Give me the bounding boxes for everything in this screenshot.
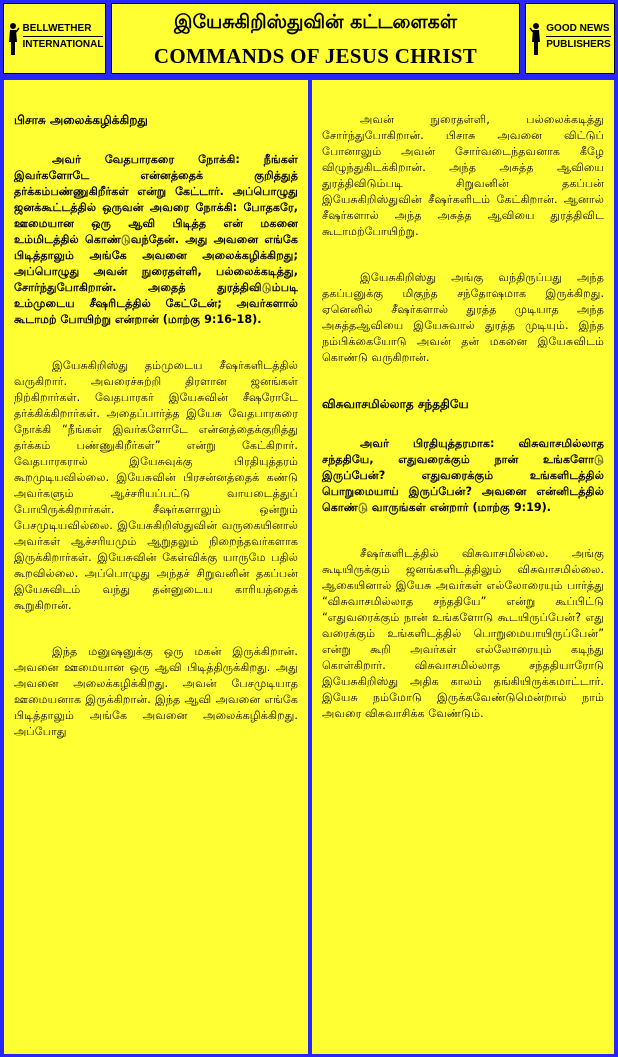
left-column [4, 80, 308, 1054]
logo-line-1: GOOD NEWS [546, 22, 610, 34]
scripture-quote: அவர் வேதபாரகரை நோக்கி: நீங்கள் இவர்களோடே என்னத்தைக் குறித்துத் தர்க்கம்பண்ணுகிறீர்கள் என்று கேட்டார். அப்பொழுது ஜனக்கூட்டத்தில் ஒருவன் அவரை நோக்கி: போதகரே, ஊமையான ஒரு ஆவி பிடித்த என் மகனை உம்மிடத்தில் கொண்டுவந்தேன். அது அவனை எங்கே பிடித்தாலும் அங்கே அவனை அலைக்கழிக்கிறது; அப்பொழுது அவன் நுரைதள்ளி, பல்லைக்கடித்து, சோர்ந்துபோகிறான். அதைத் துரத்திவிடும்படி உம்முடைய சீஷரிடத்தில் கேட்டேன்; அவர்களால் கூடாமற் போயிற்று என்றான் (மாற்கு 9:16-18). [14, 153, 298, 326]
good-news-logo [525, 3, 615, 74]
section-heading: பிசாசு அலைக்கழிக்கிறது [14, 113, 148, 127]
paragraph: இயேசுகிறிஸ்து தம்முடைய சீஷர்களிடத்தில் வருகிறார். அவரைச்சுற்றி திரளான ஜனங்கள் நிற்கிறார்கள். வேதபாரகர் இயேசுவின் சீஷரோடே தர்க்கிக்கிறார்கள். அதைப்பார்த்த இயேசு வேதபாரகரை நோக்கி “நீங்கள் இவர்களோடே என்னத்தைக்குறித்து தர்க்கம் பண்ணுகிறீர்கள்” என்று கேட்கிறார். வேதபாரகரால் இயேசுவுக்கு பிரதியுத்தரம் கூறமுடியவில்லை. இயேசுவின் பிரசன்னத்தைக் கண்டு அவர்களும் ஆச்சரியப்பட்டு வாயடைத்துப் போயிருக்கிறார்கள். சீஷர்களாலும் ஒன்றும் பேசமுடியவில்லை. இயேசுகிறிஸ்துவின் வருகையினால் அவர்கள் ஆச்சரியமும் ஆறுதலும் நிறைந்தவர்களாக இருக்கிறார்கள். இயேசுவின் கேள்விக்கு யாருமே பதில் கூறவில்லை. அப்பொழுது அந்தச் சிறுவனின் தகப்பன் இயேசுவிடம் வந்து தன்னுடைய காரியத்தைக் கூறுகிறான். [14, 359, 298, 612]
scripture-quote: அவர் பிரதியுத்தரமாக: விசுவாசமில்லாத சந்ததியே, எதுவரைக்கும் நான் உங்களோடு இருப்பேன்? எதுவரைக்கும் உங்களிடத்தில் பொறுமையாய் இருப்பேன்? அவனை என்னிடத்தில் கொண்டு வாருங்கள் என்றார் (மாற்கு 9:19). [322, 437, 604, 514]
paragraph: சீஷர்களிடத்தில் விசுவாசமில்லை. அங்கு கூடியிருக்கும் ஜனங்களிடத்திலும் விசுவாசமில்லை. ஆகையினால் இயேசு அவர்கள் எல்லோரையும் பார்த்து “விசுவாசமில்லாத சந்ததியே” என்று கூப்பிட்டு “எதுவரைக்கும் நான் உங்களோடு கூடயிருப்பேன்? எது வரைக்கும் உங்களிடத்தில் பொறுமையாயிருப்பேன்” என்று கூறி அவர்கள் எல்லோரையும் கடிந்து கொள்கிறார். விசுவாசமில்லாத சந்ததியாரோடு இயேசுகிறிஸ்து அதிக காலம் தங்கியிருக்கமாட்டார். இயேசு நம்மோடு இருக்கவேண்டுமென்றால் நாம் அவரை விசுவாசிக்க வேண்டும். [322, 547, 604, 720]
paragraph: இந்த மனுஷனுக்கு ஒரு மகன் இருக்கிறான். அவனை ஊமையான ஒரு ஆவி பிடித்திருக்கிறது. அது அவனை அலைக்கழிக்கிறது. அவன் பேசமுடியாத ஊமையனாக இருக்கிறான். இந்த ஆவி அவனை எங்கே பிடித்தாலும் அங்கே அவனை அலைக்கழிக்கிறது. அப்போது [14, 645, 298, 738]
bellwether-figure-icon [6, 22, 20, 56]
logo-line-1: BELLWETHER [22, 22, 92, 34]
logo-line-2: INTERNATIONAL [22, 38, 104, 50]
section-heading: விசுவாசமில்லாத சந்ததியே [322, 397, 469, 411]
bellwether-logo [3, 3, 106, 74]
right-column [312, 80, 614, 1054]
page-header [111, 3, 520, 74]
title-tamil: இயேசுகிறிஸ்துவின் கட்டளைகள் [174, 11, 457, 33]
publisher-figure-icon [529, 22, 543, 56]
title-english: COMMANDS OF JESUS CHRIST [153, 44, 478, 68]
logo-line-2: PUBLISHERS [546, 38, 611, 50]
paragraph: இயேசுகிறிஸ்து அங்கு வந்திருப்பது அந்த தகப்பனுக்கு மிகுந்த சந்தோஷமாக இருக்கிறது. ஏனெனில் சீஷர்களால் துரத்த முடியாத அந்த அசுத்தஆவியை இயேசுவால் துரத்த முடியும். இந்த நம்பிக்கையோடு அவன் தன் மகனை இயேசுவிடம் கொண்டு வருகிறான். [322, 271, 604, 364]
paragraph: அவன் நுரைதள்ளி, பல்லைக்கடித்து சோர்ந்துபோகிறான். பிசாசு அவனை விட்டுப் போனாலும் அவன் சோர்வடைந்தவனாக கீழே விழுந்துகிடக்கிறான். அந்த அசுத்த ஆவியை துரத்திவிடும்படி சிறுவனின் தகப்பன் இயேசுகிறிஸ்துவின் சீஷர்களிடம் கேட்கிறான். ஆனால் சீஷர்களால் அந்த அசுத்த ஆவியை துரத்திவிட கூடாமற்போயிற்று. [322, 113, 604, 238]
